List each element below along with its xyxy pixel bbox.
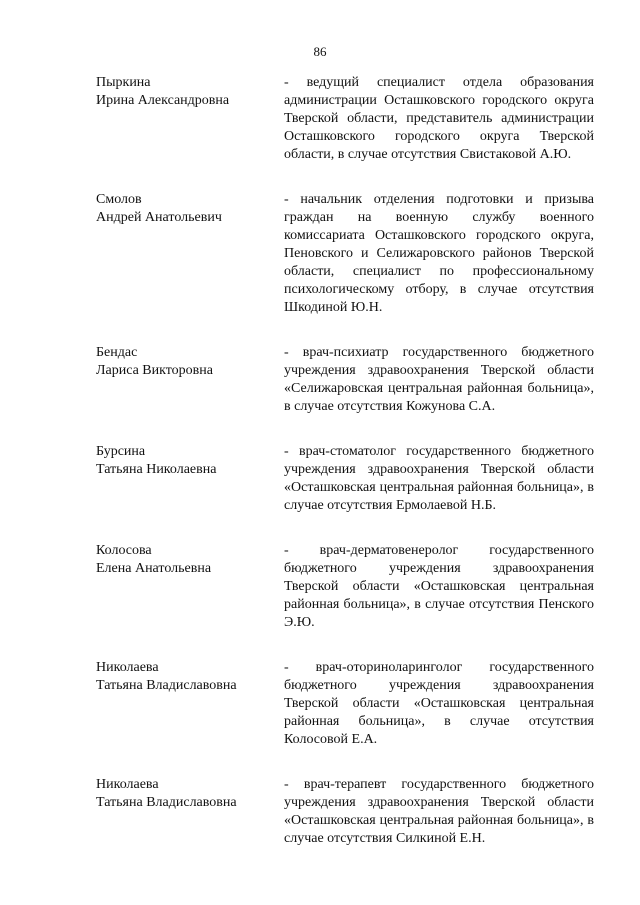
given-names: Татьяна Николаевна — [96, 462, 217, 477]
person-name — [0, 344, 284, 416]
person-name — [0, 74, 284, 164]
surname: Николаева — [96, 660, 159, 675]
member-list — [0, 74, 640, 848]
surname: Николаева — [96, 777, 159, 792]
role-description: - врач-стоматолог государственного бюджетного учреждения здравоохранения Тверской области «Осташковская центральная районная больница», в случае отсутствия Ермолаевой Н.Б. — [284, 444, 594, 513]
surname: Бендас — [96, 345, 138, 360]
list-item — [0, 191, 640, 317]
role-description: - ведущий специалист отдела образования администрации Осташковского городского округа Тверской области, представитель администрации Осташковского городского округа Тверской области, в случае отсутствия Свистаковой А.Ю. — [284, 75, 594, 162]
person-name — [0, 443, 284, 515]
list-item — [0, 344, 640, 416]
given-names: Андрей Анатольевич — [96, 210, 222, 225]
role-description: - врач-терапевт государственного бюджетного учреждения здравоохранения Тверской области «Осташковская центральная районная больница», в случае отсутствия Силкиной Е.Н. — [284, 777, 594, 846]
page-number: 86 — [313, 44, 327, 59]
given-names: Лариса Викторовна — [96, 363, 213, 378]
surname: Колосова — [96, 543, 152, 558]
list-item — [0, 542, 640, 632]
given-names: Татьяна Владиславовна — [96, 678, 237, 693]
list-item — [0, 776, 640, 848]
surname: Смолов — [96, 192, 142, 207]
surname: Бурсина — [96, 444, 146, 459]
given-names: Татьяна Владиславовна — [96, 795, 237, 810]
person-name — [0, 776, 284, 848]
person-name — [0, 542, 284, 632]
role-description: - врач-дерматовенеролог государственного бюджетного учреждения здравоохранения Тверской области «Осташковская центральная районная больница», в случае отсутствия Пенского Э.Ю. — [284, 543, 594, 630]
list-item — [0, 74, 640, 164]
list-item — [0, 443, 640, 515]
role-description: - врач-психиатр государственного бюджетного учреждения здравоохранения Тверской области «Селижаровская центральная районная больница», в случае отсутствия Кожунова С.А. — [284, 345, 594, 414]
given-names: Ирина Александровна — [96, 93, 230, 108]
person-name — [0, 659, 284, 749]
given-names: Елена Анатольевна — [96, 561, 212, 576]
role-description: - начальник отделения подготовки и призыва граждан на военную службу военного комиссариата Осташковского городского округа, Пеновского и Селижаровского районов Тверской области, специалист по профессиональному психологическому отбору, в случае отсутствия Шкодиной Ю.Н. — [284, 192, 594, 315]
person-name — [0, 191, 284, 317]
list-item — [0, 659, 640, 749]
role-description: - врач-оториноларинголог государственного бюджетного учреждения здравоохранения Тверской области «Осташковская центральная районная больница», в случае отсутствия Колосовой Е.А. — [284, 660, 594, 747]
surname: Пыркина — [96, 75, 151, 90]
